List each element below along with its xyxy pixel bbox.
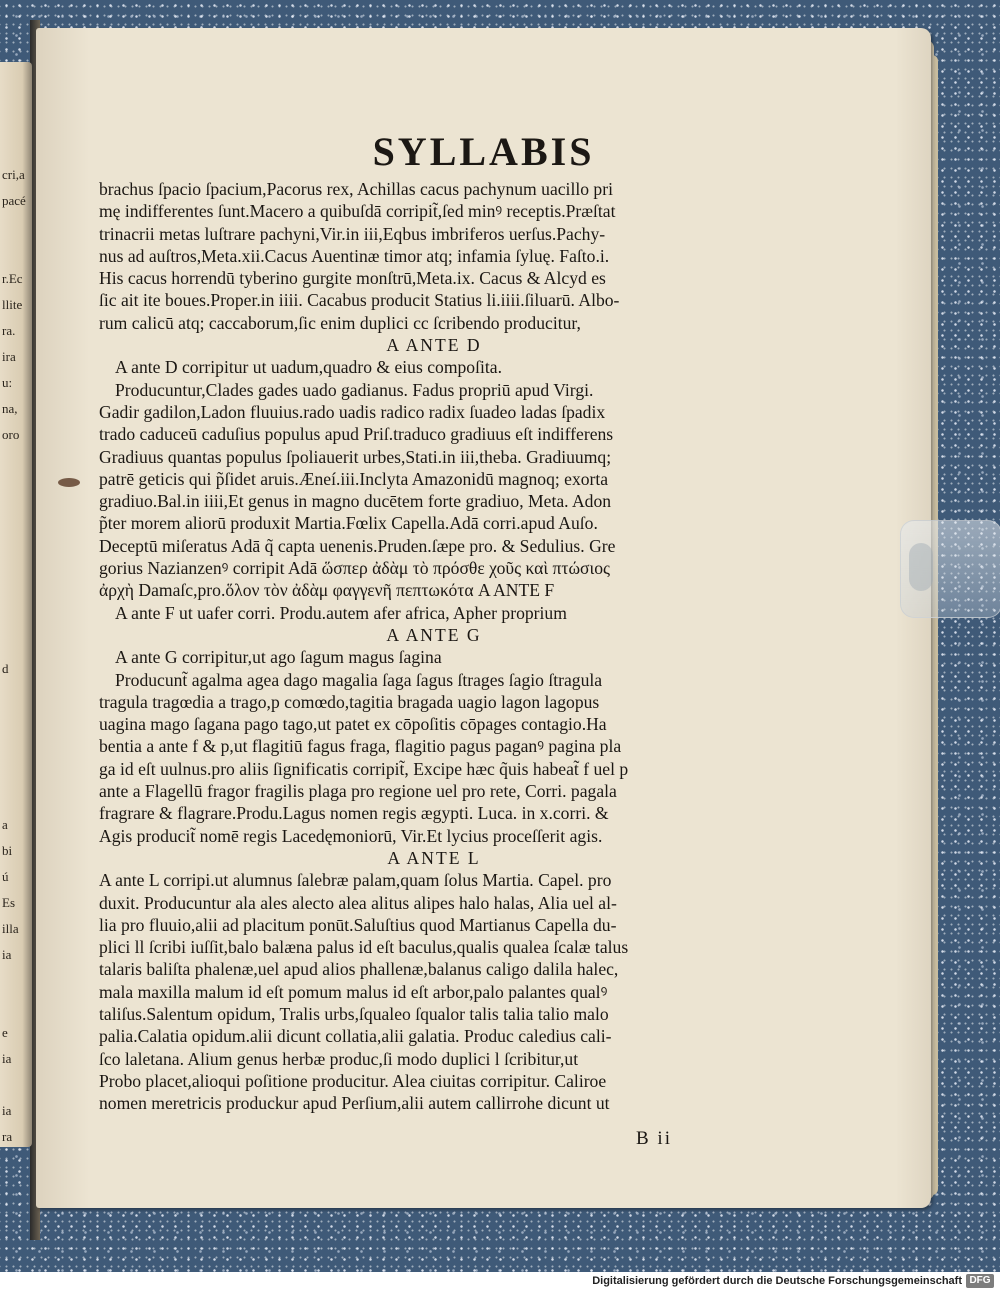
bookmark-slot xyxy=(909,543,933,591)
left-page-fragment xyxy=(2,682,32,708)
left-page-fragment xyxy=(2,630,32,656)
left-page-fragment: ia xyxy=(2,1103,12,1118)
text-line: Agis producit̃ nomē regis Lacedęmoniorū, Vir.Et lycius proceſſerit agis. xyxy=(99,825,603,846)
left-page-fragment xyxy=(2,500,32,526)
left-page-fragment xyxy=(2,526,32,552)
left-page-fragment xyxy=(2,552,32,578)
text-line: A ante L corripi.ut alumnus ſalebræ palam,quam ſolus Martia. Capel. pro xyxy=(99,870,612,891)
left-page-fragment: oro xyxy=(2,427,20,442)
left-page-fragments xyxy=(2,162,32,1147)
text-line: Producunt̃ agalma agea dago magalia ſaga ſagus ſtrages ſagio ſtragula xyxy=(115,669,603,690)
text-line: lia pro fluuio,alii ad placitum ponūt.Saluſtius quod Martianus Capella du- xyxy=(99,914,617,935)
left-page-fragment xyxy=(2,240,32,266)
text-line: gorius Nazianzenꝰ corripit Adā ὥσπερ ἀδὰμ τὸ πρόσθε χοῦς καὶ πτώσιος xyxy=(99,558,611,579)
left-page-fragment: e xyxy=(2,1025,8,1040)
left-page-fragment: ra xyxy=(2,1129,13,1144)
text-line: A ante F ut uafer corri. Produ.autem afer africa, Apher proprium xyxy=(115,602,567,623)
text-line: His cacus horrendū tyberino gurgite monſtrū,Meta.ix. Cacus & Alcyd es xyxy=(99,268,606,289)
text-line: rum calicū atq; caccaborum,ſic enim duplici cc ſcribendo producitur, xyxy=(99,312,581,333)
text-line: plici ll ſcribi iuſſit,balo balæna palus id eſt baculus,qualis qualea ſcalæ talus xyxy=(99,937,629,958)
text-line: A ante G corripitur,ut ago ſagum magus ſagina xyxy=(115,647,442,668)
left-page-fragment xyxy=(2,214,32,240)
ink-stain-mark xyxy=(58,478,80,487)
left-page-fragment: u: xyxy=(2,375,13,390)
left-page-fragment xyxy=(2,968,32,994)
section-heading: A ANTE G xyxy=(386,624,482,645)
text-line: talaris baliſta phalenæ,uel apud alios phallenæ,balanus caligo dalila halec, xyxy=(99,959,619,980)
left-page-fragment xyxy=(2,786,32,812)
text-line: tragula tragœdia a trago,p comœdo,tagitia bragada uagio lagon lagopus xyxy=(99,691,600,712)
left-page-fragment: ira xyxy=(2,349,16,364)
signature-mark: B ii xyxy=(636,1128,672,1149)
text-line: Gadir gadilon,Ladon fluuius.rado uadis radico radix ſuadeo ladas ſpadix xyxy=(99,401,606,422)
bookmark-strip xyxy=(900,520,1000,618)
text-line: patrē geticis qui p̃ſidet aruis.Æneí.iii.Inclyta Amazonidū magnoq; exorta xyxy=(99,468,609,489)
left-page-fragment xyxy=(2,708,32,734)
text-line: Gradiuus quantas populus ſpoliauerit urbes,Stati.in iii,theba. Gradiuumq; xyxy=(99,446,612,467)
text-line: trinacrii metas luſtrare pachyni,Vir.in iii,Eqbus imbriferos uerſus.Pachy- xyxy=(99,223,606,244)
left-page-fragment xyxy=(2,578,32,604)
left-page-fragment xyxy=(2,474,32,500)
left-page-fragment: bi xyxy=(2,843,13,858)
left-page-fragment: ia xyxy=(2,1051,12,1066)
left-page-fragment: r.Ec xyxy=(2,271,23,286)
left-page-fragment: Es xyxy=(2,895,15,910)
section-heading: A ANTE D xyxy=(386,335,482,356)
text-line: uagina mago ſagana pago tago,ut patet ex cōpoſitis cōpages contagio.Ha xyxy=(99,714,607,735)
text-line: Probo placet,alioqui poſitione producitur. Alea ciuitas corripitur. Caliroe xyxy=(99,1070,607,1091)
text-line: ſic ait ite boues.Proper.in iiii. Cacabus producit Statius li.iiii.ſiluarū. Albo- xyxy=(99,290,620,311)
left-facing-page xyxy=(0,62,32,1147)
left-page-fragment: illa xyxy=(2,921,19,936)
running-head: SYLLABIS xyxy=(372,129,595,174)
text-line: nomen meretricis produckur apud Perſium,alii autem callirrohe dicunt ut xyxy=(99,1093,610,1114)
text-line: trado caduceū caduſius populus apud Priſ.traduco gradiuus eſt indifferens xyxy=(99,424,614,445)
text-line: ga id eſt uulnus.pro aliis ſignificatis corripit̃, Excipe hæc q̃uis habeat̃ f uel p xyxy=(99,758,629,779)
text-line: bentia a ante f & p,ut flagitiū fagus fraga, flagitio pagus paganꝰ pagina pla xyxy=(99,736,622,757)
left-page-fragment: na, xyxy=(2,401,18,416)
dfg-logo: DFG xyxy=(966,1274,994,1288)
left-page-fragment xyxy=(2,448,32,474)
text-line: ante a Flagellū fragor fragilis plaga pro regione uel pro rete, Corri. pagala xyxy=(99,781,617,802)
left-page-fragment xyxy=(2,1072,32,1098)
text-line: palia.Calatia opidum.alii dicunt collatia,alii galatia. Produc caledius cali- xyxy=(99,1026,612,1047)
text-line: brachus ſpacio ſpacium,Pacorus rex, Achillas cacus pachynum uacillo pri xyxy=(99,179,613,199)
left-page-fragment xyxy=(2,734,32,760)
left-page-fragment xyxy=(2,994,32,1020)
left-page-fragment: d xyxy=(2,661,9,676)
text-line: taliſus.Salentum opidum, Tralis urbs,ſqualeo ſqualor talis talia talio malo xyxy=(99,1003,609,1024)
text-line: gradiuo.Bal.in iiii,Et genus in magno ducētem forte gradiuo, Meta. Adon xyxy=(99,491,612,512)
left-page-fragment: ia xyxy=(2,947,12,962)
text-line: nus ad auſtros,Meta.xii.Cacus Auentinæ timor atq; infamia ſyluę. Faſto.i. xyxy=(99,245,610,266)
footer-bar xyxy=(0,1272,1000,1292)
left-page-fragment xyxy=(2,604,32,630)
left-page-fragment: ra. xyxy=(2,323,16,338)
left-page-fragment: cri,a xyxy=(2,167,25,182)
printed-page xyxy=(36,28,931,1208)
text-line: mę indifferentes ſunt.Macero a quibuſdā corripit̃,ſed minꝰ receptis.Præſtat xyxy=(99,201,616,222)
text-line: fragrare & flagrare.Produ.Lagus nomen regis ægypti. Luca. in x.corri. & xyxy=(99,803,609,824)
text-line: ſco laletana. Alium genus herbæ produc,ſi modo duplici l ſcribitur,ut xyxy=(99,1048,579,1069)
text-line: duxit. Producuntur ala ales alecto alea alitus alipes halo halas, Alia uel al- xyxy=(99,892,617,913)
section-heading: A ANTE L xyxy=(387,847,481,868)
text-line: Producuntur,Clades gades uado gadianus. Fadus propriū apud Virgi. xyxy=(115,379,594,400)
text-line: mala maxilla malum id eſt pomum malus id eſt arbor,palo palantes qualꝰ xyxy=(99,981,608,1002)
text-line: ἀρχὴ Damaſc,pro.ὅλον τὸν ἀδὰμ φαγγενῆ πεπτωκότα A ANTE F xyxy=(99,580,555,601)
body-text xyxy=(99,178,769,1114)
left-page-fragment: llite xyxy=(2,297,23,312)
left-page-fragment xyxy=(2,760,32,786)
left-page-fragment: ú xyxy=(2,869,9,884)
text-line: A ante D corripitur ut uadum,quadro & eius compoſita. xyxy=(115,357,502,378)
text-line: Deceptū miſeratus Adā q̃ capta uenenis.Pruden.ſæpe pro. & Sedulius. Gre xyxy=(99,535,616,556)
footer-credit: Digitalisierung gefördert durch die Deutsche Forschungsgemeinschaft xyxy=(592,1275,962,1287)
left-page-fragment: pacé xyxy=(2,193,26,208)
text-line: p̃ter morem aliorū produxit Martia.Fœlix Capella.Adā corri.apud Auſo. xyxy=(99,513,598,534)
left-page-fragment: a xyxy=(2,817,8,832)
